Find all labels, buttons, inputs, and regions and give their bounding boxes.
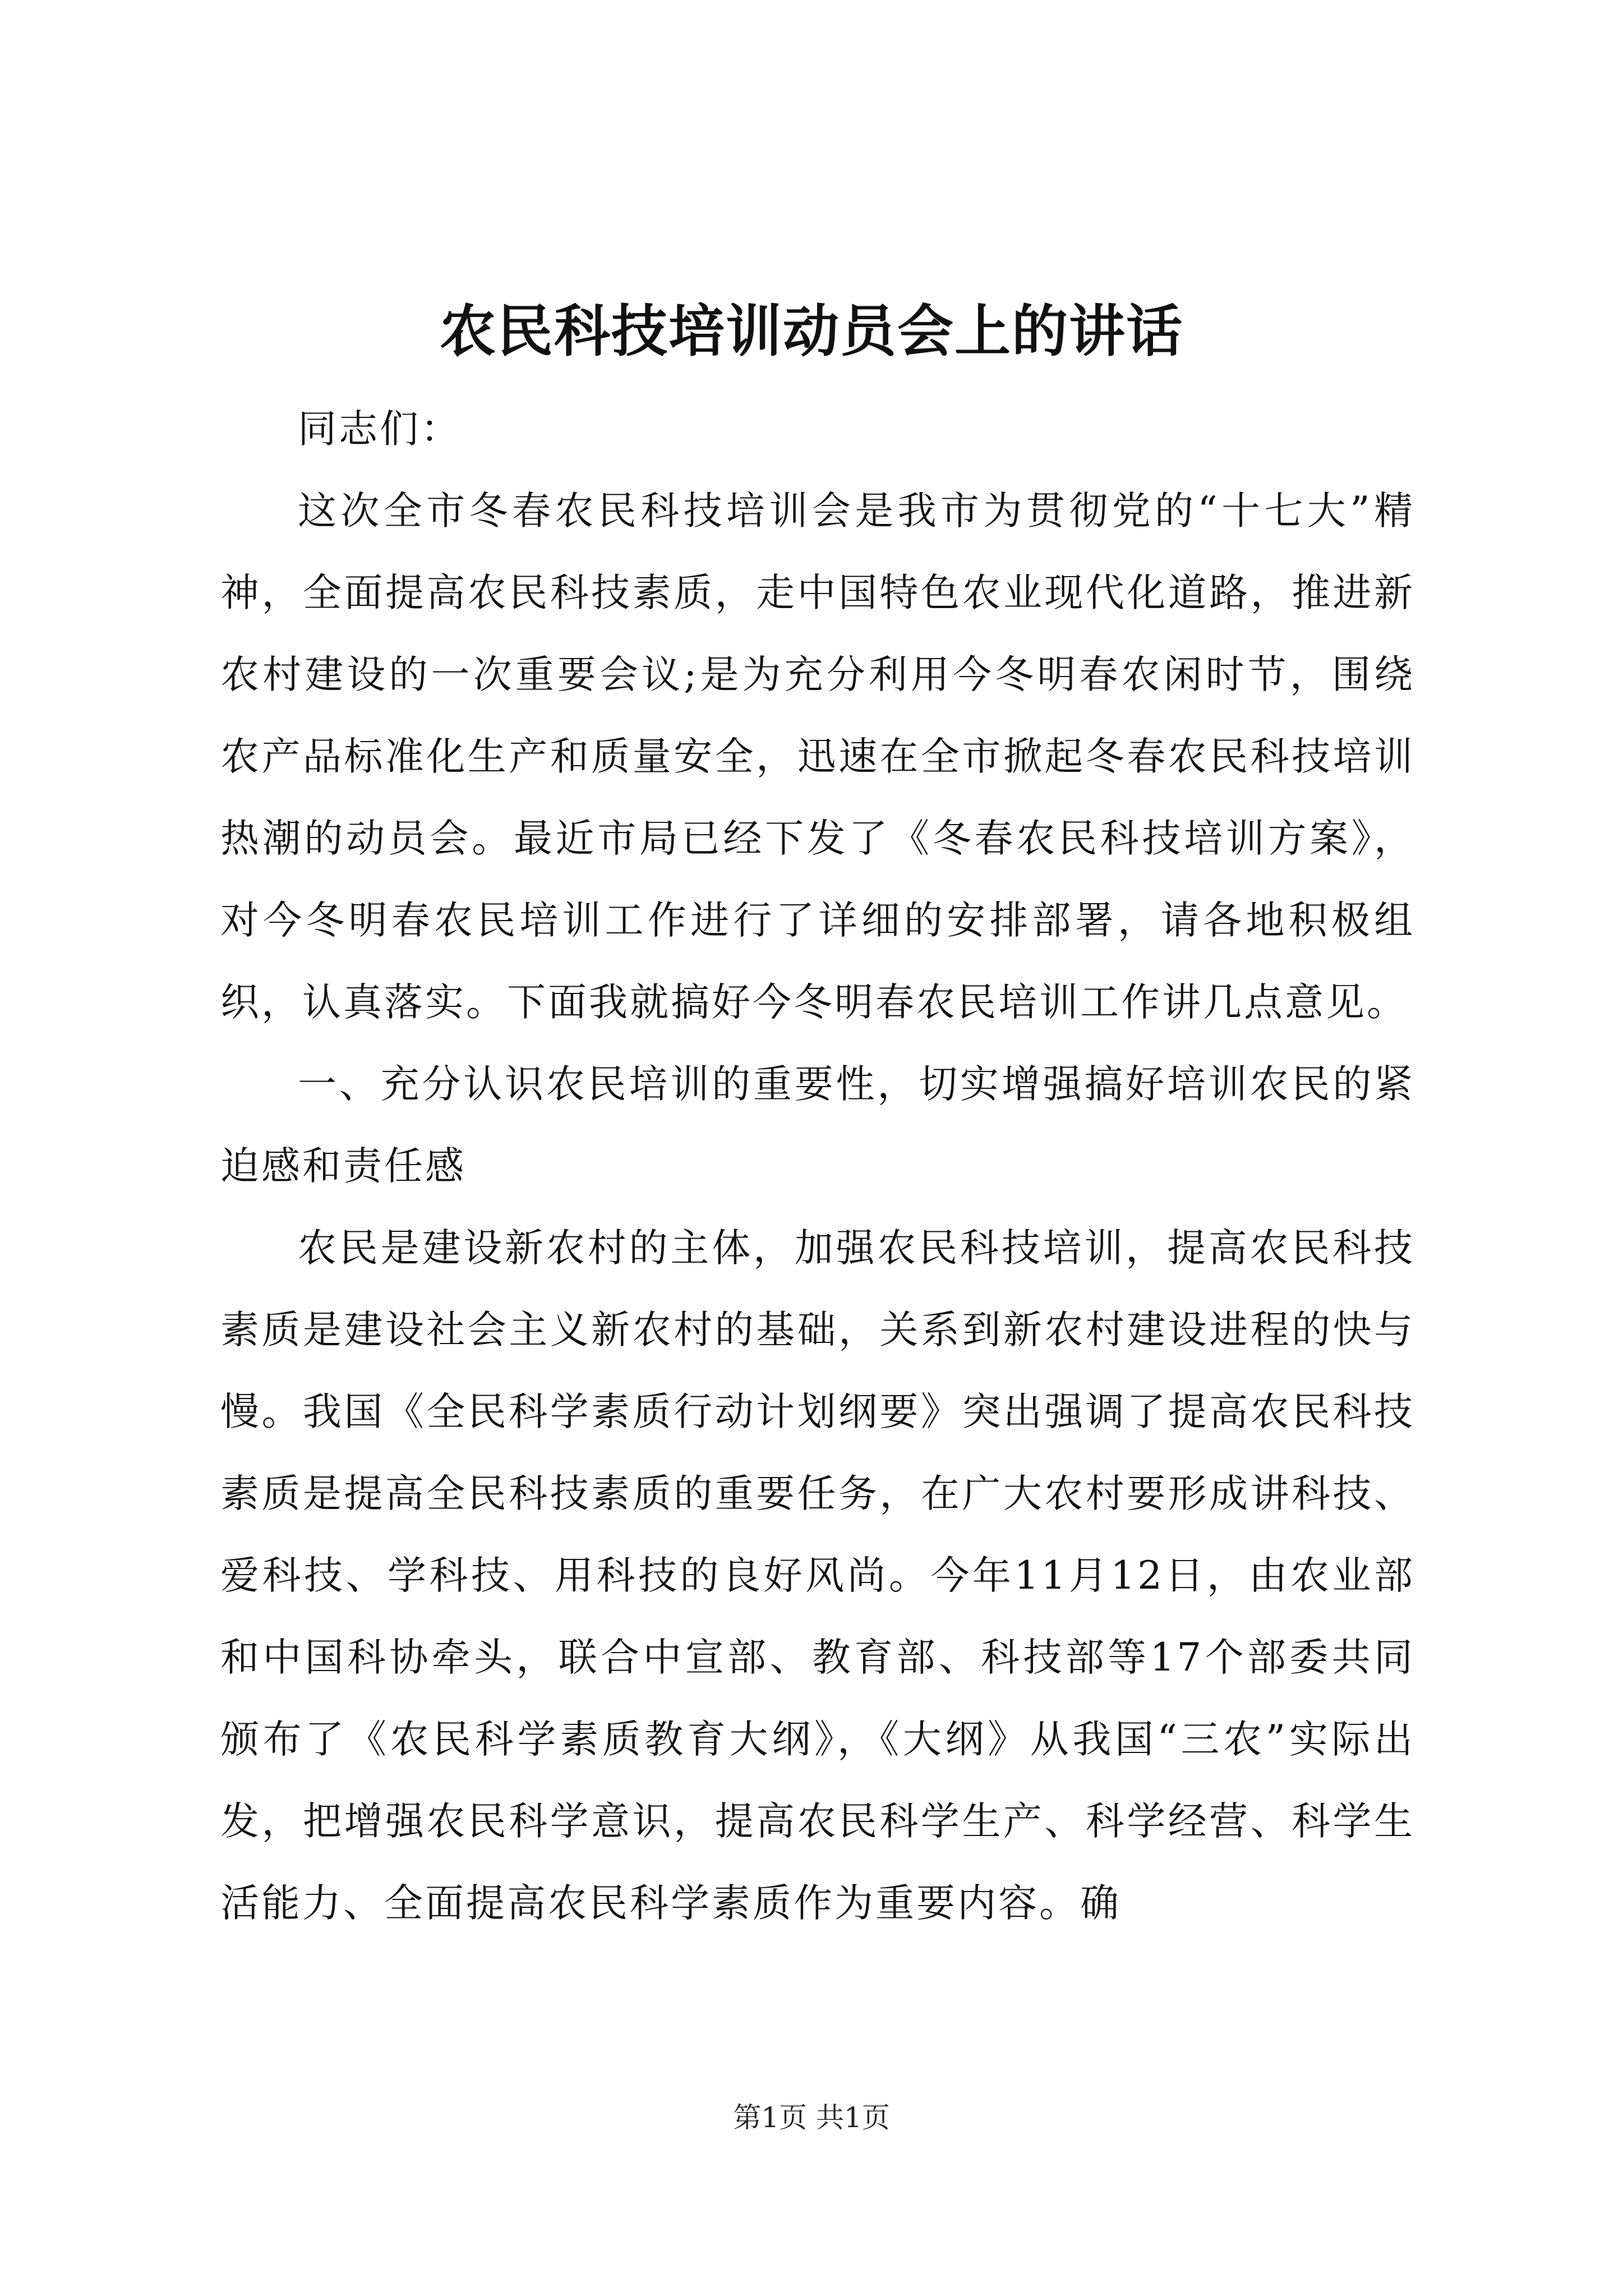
section-heading: 一、充分认识农民培训的重要性，切实增强搞好培训农民的紧迫感和责任感 xyxy=(220,1062,1415,1189)
page-footer: 第1页 共1页 xyxy=(733,2101,890,2134)
document-title: 农民科技培训动员会上的讲话 xyxy=(440,298,1183,364)
document-body xyxy=(220,388,1415,1944)
body-paragraph: 这次全市冬春农民科技培训会是我市为贯彻党的“十七大”精神，全面提高农民科技素质，走中国特色农业现代化道路，推进新农村建设的一次重要会议;是为充分利用今冬明春农闲时节，围绕农产品标准化生产和质量安全，迅速在全市掀起冬春农民科技培训热潮的动员会。最近市局已经下发了《冬春农民科技培训方案》，对今冬明春农民培训工作进行了详细的安排部署，请各地积极组织，认真落实。下面我就搞好今冬明春农民培训工作讲几点意见。 xyxy=(220,489,1415,1025)
body-paragraph: 农民是建设新农村的主体，加强农民科技培训，提高农民科技素质是建设社会主义新农村的基础，关系到新农村建设进程的快与慢。我国《全民科学素质行动计划纲要》突出强调了提高农民科技素质是提高全民科技素质的重要任务，在广大农村要形成讲科技、爱科技、学科技、用科技的良好风尚。今年11月12日，由农业部和中国科协牵头，联合中宣部、教育部、科技部等17个部委共同颁布了《农民科学素质教育大纲》，《大纲》从我国“三农”实际出发，把增强农民科学意识，提高农民科学生产、科学经营、科学生活能力、全面提高农民科学素质作为重要内容。确 xyxy=(220,1226,1415,1926)
salutation: 同志们： xyxy=(298,407,462,452)
